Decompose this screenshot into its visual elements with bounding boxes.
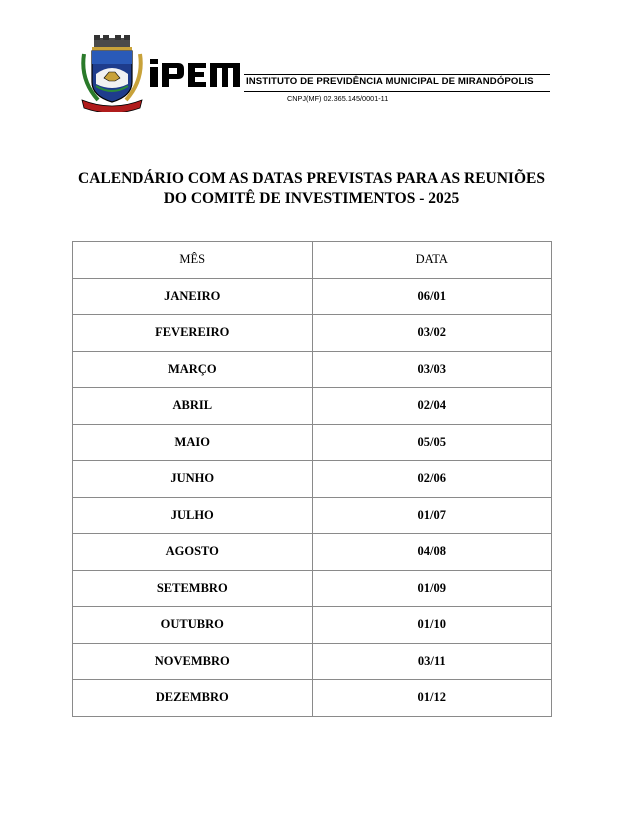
letterhead: [78, 34, 554, 114]
table-header-row: [73, 242, 552, 279]
month-cell: ABRIL: [73, 388, 313, 425]
document-title: [40, 169, 583, 209]
table-row: [73, 315, 552, 352]
date-cell: 01/10: [312, 607, 552, 644]
month-cell: JULHO: [73, 497, 313, 534]
table-row: [73, 424, 552, 461]
date-cell: 01/09: [312, 570, 552, 607]
table-row: [73, 278, 552, 315]
month-cell: DEZEMBRO: [73, 680, 313, 717]
date-cell: 06/01: [312, 278, 552, 315]
date-cell: 02/06: [312, 461, 552, 498]
month-cell: JANEIRO: [73, 278, 313, 315]
table-row: [73, 643, 552, 680]
date-cell: 05/05: [312, 424, 552, 461]
table-row: [73, 680, 552, 717]
date-cell: 01/12: [312, 680, 552, 717]
month-cell: OUTUBRO: [73, 607, 313, 644]
date-cell: 04/08: [312, 534, 552, 571]
month-cell: AGOSTO: [73, 534, 313, 571]
month-cell: JUNHO: [73, 461, 313, 498]
date-cell: 03/03: [312, 351, 552, 388]
letterhead-rule-bottom: [244, 91, 550, 92]
table-row: [73, 570, 552, 607]
title-line-2: DO COMITÊ DE INVESTIMENTOS - 2025: [163, 190, 460, 207]
letterhead-rule-top: [244, 74, 550, 75]
column-header-month: MÊS: [73, 242, 313, 279]
column-header-date: DATA: [312, 242, 552, 279]
meeting-calendar-table: [72, 241, 552, 717]
month-cell: SETEMBRO: [73, 570, 313, 607]
table-row: [73, 534, 552, 571]
cnpj-number: CNPJ(MF) 02.365.145/0001-11: [287, 94, 389, 103]
table-row: [73, 351, 552, 388]
date-cell: 03/11: [312, 643, 552, 680]
institution-name: INSTITUTO DE PREVIDÊNCIA MUNICIPAL DE MIRANDÓPOLIS: [246, 76, 534, 87]
date-cell: 01/07: [312, 497, 552, 534]
municipal-crest-icon: [78, 34, 146, 112]
ipem-logo: [150, 59, 242, 89]
table-row: [73, 497, 552, 534]
table-row: [73, 461, 552, 498]
month-cell: FEVEREIRO: [73, 315, 313, 352]
month-cell: NOVEMBRO: [73, 643, 313, 680]
title-line-1: CALENDÁRIO COM AS DATAS PREVISTAS PARA AS REUNIÕES: [78, 170, 545, 187]
table-row: [73, 388, 552, 425]
month-cell: MAIO: [73, 424, 313, 461]
date-cell: 03/02: [312, 315, 552, 352]
month-cell: MARÇO: [73, 351, 313, 388]
table-row: [73, 607, 552, 644]
date-cell: 02/04: [312, 388, 552, 425]
